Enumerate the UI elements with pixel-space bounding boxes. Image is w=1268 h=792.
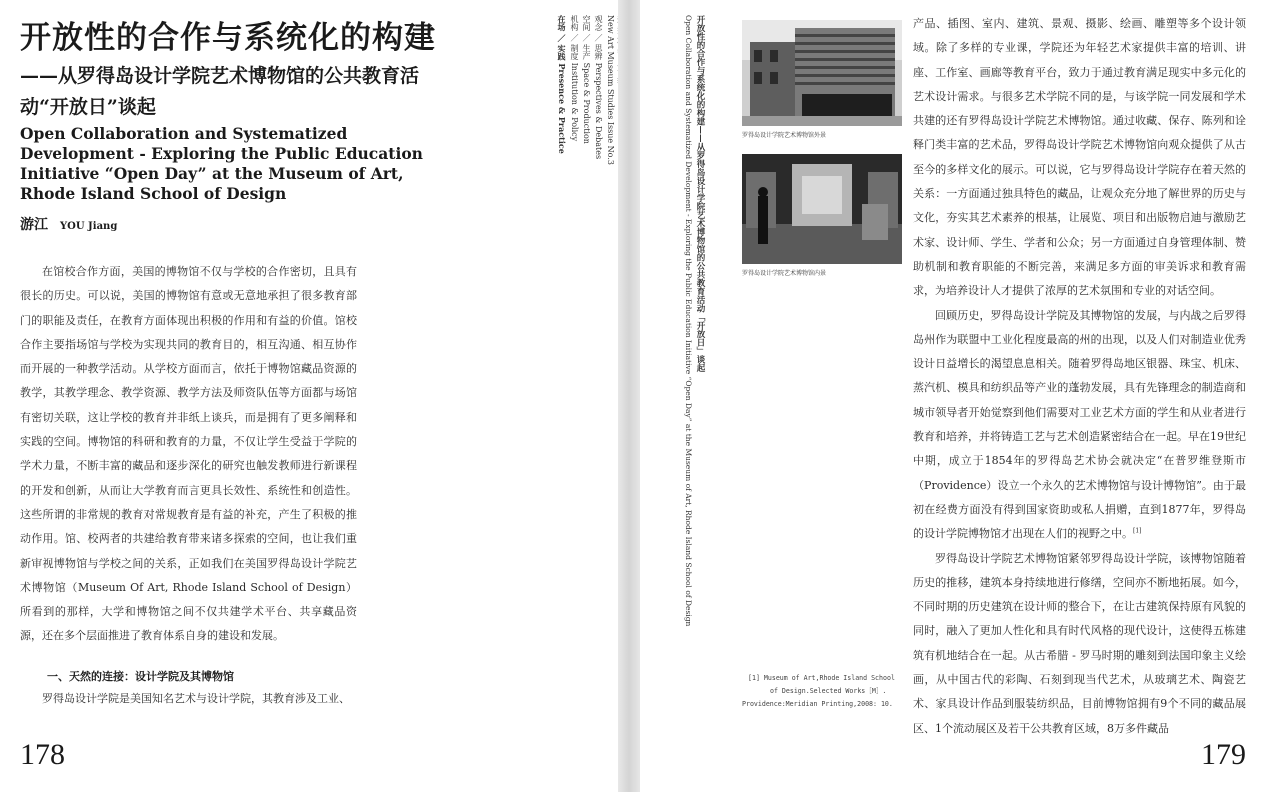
footnote-mark: [1] bbox=[748, 674, 760, 682]
journal-title-en: New Art Museum Studies Issue No.3 bbox=[606, 15, 615, 165]
footnote-line: Museum of Art,Rhode Island School bbox=[763, 674, 895, 682]
section-tab: 机构 ／ 制度 Institution & Policy bbox=[570, 15, 579, 142]
page-number-right: 179 bbox=[1201, 738, 1246, 771]
section-heading: 一、天然的连接：设计学院及其博物馆 bbox=[47, 670, 234, 683]
footnote-ref: [1] bbox=[1133, 527, 1142, 535]
article-title-cn: 开放性的合作与系统化的构建 bbox=[20, 20, 436, 56]
paragraph: 在馆校合作方面，美国的博物馆不仅与学校的合作密切，且具有很长的历史。可以说，美国的博物馆有意或无意地承担了很多教育部门的职能及责任，在教育方面体现出积极的作用和有益的价值。馆校合作主要指场馆与学校为实现共同的教育目的，相互沟通、相互协作而开展的一种教学活动。从学校方面而言，依托于博物馆藏品资源的教学，其教学理念、教学资源、教学方法及师资队伍等方面都与场馆有密切关联，这让学校的教育并非纸上谈兵，而是拥有了更多阐释和实践的空间。博物馆的科研和教育的力量，不仅让学生受益于学院的学术力量，不断丰富的藏品和逐步深化的研究也触发教师进行新课程的开发和创新，从而让大学教育而言更具长效性、系统性和创造性。这些所谓的非常规的教育对常规教育是有益的补充，产生了积极的推动作用。馆、校两者的共建给教育带来诸多探索的空间，也让我们重新审视博物馆与学校之间的关系，正如我们在美国罗得岛设计学院艺术博物馆（Museum Of Art, Rhode Island School of Design）所看到的那样，大学和博物馆之间不仅共建学术平台、共享藏品资源，还在多个层面推进了教育体系自身的建设和发展。 bbox=[20, 265, 357, 643]
article-subtitle-cn: ——从罗得岛设计学院艺术博物馆的公共教育活动“开放日”谈起 bbox=[20, 65, 420, 118]
section-tab: 观念 ／ 思辨 Perspectives & Debates bbox=[594, 15, 603, 160]
photo-caption: 罗得岛设计学院艺术博物馆外景 bbox=[742, 132, 827, 139]
left-page bbox=[0, 0, 618, 792]
section-tab: 空间 ／ 生产 Space & Production bbox=[582, 15, 591, 144]
left-body-text-continued bbox=[20, 687, 365, 711]
paragraph: 罗得岛设计学院艺术博物馆紧邻罗得岛设计学院，该博物馆随着历史的推移，建筑本身持续地进行修缮，空间亦不断地拓展。如今，不同时期的历史建筑在设计师的整合下，在让古建筑保持原有风貌的同时，融入了更加人性化和具有时代风格的现代设计，这使得五栋建筑有机地结合在一起。从古希腊 - 罗马时期的雕刻到法国印象主义绘画，从中国古代的彩陶、石刻到现当代艺术，从玻璃艺术、陶瓷艺术、家具设计作品到服装纺织品，目前博物馆拥有9个不同的藏品展区、1个流动展区及若干公共教育区域，8万多件藏品 bbox=[913, 551, 1246, 735]
paragraph: 罗得岛设计学院是美国知名艺术与设计学院，其教育涉及工业、 bbox=[42, 692, 350, 705]
page-number-left: 178 bbox=[20, 738, 65, 771]
photo-caption: 罗得岛设计学院艺术博物馆内景 bbox=[742, 270, 827, 277]
left-body-text bbox=[20, 260, 357, 649]
footnote-line: Providence:Meridian Printing,2008: 10. bbox=[742, 700, 893, 708]
running-head-right bbox=[683, 15, 705, 626]
running-title-cn: 开放性的合作与系统化的构建——从罗得岛设计学院艺术博物馆的公共教育活动「开放日」谈起 bbox=[695, 15, 705, 372]
museum-exterior-photo bbox=[742, 20, 902, 126]
book-gutter bbox=[618, 0, 640, 792]
article-title-en: Open Collaboration and Systematized Development - Exploring the Public Education Initiative “Open Day” at the Museum of Art, Rhode Island School of Design bbox=[20, 124, 423, 203]
right-body-text bbox=[913, 12, 1246, 741]
author-name-cn: 游江 bbox=[20, 217, 48, 233]
running-title-en: Open Collaboration and Systematized Development - Exploring the Public Education Initiative “Open Day” at the Museum of Art, Rhode Island School of Design bbox=[684, 15, 693, 627]
footnote bbox=[742, 672, 906, 711]
footnote-line: of Design.Selected Works［M］. bbox=[770, 687, 887, 695]
paragraph: 产品、插图、室内、建筑、景观、摄影、绘画、雕塑等多个设计领域。除了多样的专业课，学院还为年轻艺术家提供丰富的培训、讲座、工作室、画廊等教育平台，致力于通过教育满足现实中多元化的艺术设计需求。与很多艺术学院不同的是，与该学院一同发展和学术共建的还有罗得岛设计学院艺术博物馆。通过收藏、保存、陈列和诠释门类丰富的艺术品，罗得岛设计学院艺术博物馆向观众提供了从古至今的多样文化的展示。可以说，它与罗得岛设计学院存在着天然的关系：一方面通过独具特色的藏品，让观众充分地了解世界的历史与文化，夯实其艺术素养的根基，让展览、项目和出版物启迪与激励艺术家、设计师、学生、学者和公众；另一方面通过自身管理体制、赞助机制和教育职能的不断完善，来满足多方面的审美诉求和教育需求，为培养设计人才提供了浓厚的艺术氛围和专业的对话空间。 bbox=[913, 17, 1246, 298]
author-line bbox=[20, 214, 117, 234]
author-name-en: YOU Jiang bbox=[60, 221, 118, 232]
paragraph: 回顾历史，罗得岛设计学院及其博物馆的发展，与内战之后罗得岛州作为联盟中工业化程度最高的州的出现，以及人们对制造业优秀设计日益增长的渴望息息相关。随着罗得岛地区银器、珠宝、机床、蒸汽机、模具和纺织品等产业的蓬勃发展，具有先锋理念的制造商和城市领导者开始觉察到他们需要对工业艺术方面的学生和从业者进行教育和培养，并将铸造工艺与艺术创造紧密结合在一起。早在19世纪中期，成立于1854年的罗得岛艺术协会就决定“在普罗维登斯市（Providence）设立一个永久的艺术博物馆与设计博物馆”。由于最初在经费方面没有得到国家资助或私人捐赠，直到1877年，罗得岛的设计学院博物馆才出现在人们的视野之中。[1] bbox=[913, 308, 1246, 541]
museum-interior-photo bbox=[742, 154, 902, 264]
section-tab-current: 在场 ／ 实践 Presence & Practice bbox=[557, 15, 567, 154]
